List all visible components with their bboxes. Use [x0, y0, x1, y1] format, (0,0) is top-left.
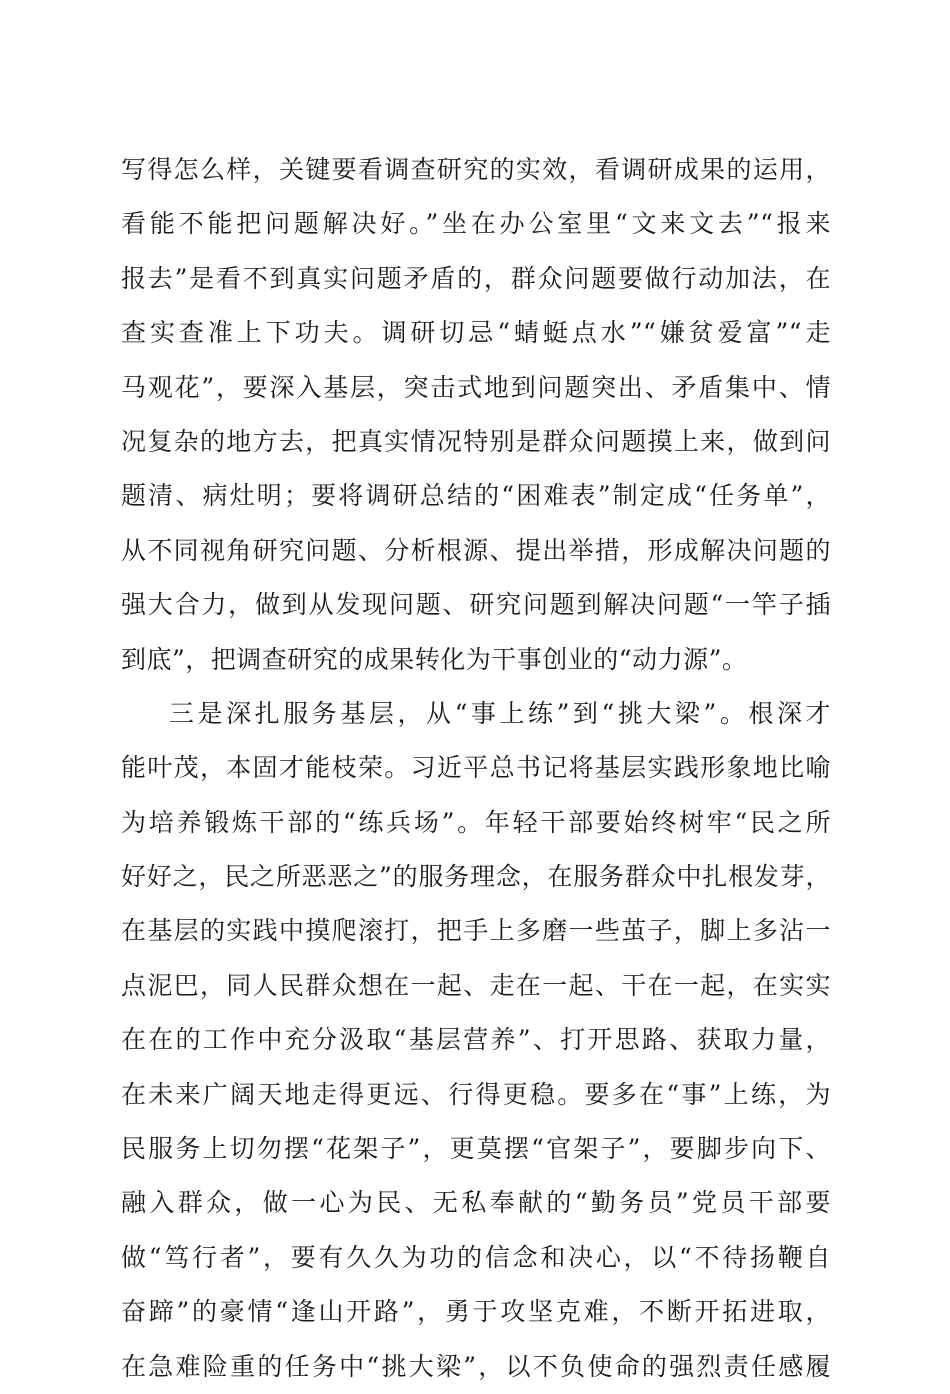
text-line: 马观花”，要深入基层，突击式地到问题突出、矛盾集中、情 — [121, 372, 831, 402]
text-line: 做“笃行者”，要有久久为功的信念和决心，以“不待扬鞭自 — [121, 1242, 831, 1272]
text-line: 能叶茂，本固才能枝荣。习近平总书记将基层实践形象地比喻 — [121, 753, 831, 783]
text-line: 在未来广阔天地走得更远、行得更稳。要多在“事”上练，为 — [121, 1079, 831, 1109]
text-line: 为培养锻炼干部的“练兵场”。年轻干部要始终树牢“民之所 — [121, 807, 831, 837]
text-line: 查实查准上下功夫。调研切忌“蜻蜓点水”“嫌贫爱富”“走 — [121, 318, 831, 348]
text-line: 奋蹄”的豪情“逢山开路”，勇于攻坚克难，不断开拓进取， — [121, 1297, 831, 1327]
text-line: 好好之，民之所恶恶之”的服务理念，在服务群众中扎根发芽， — [121, 862, 831, 892]
body-text — [121, 143, 831, 1394]
text-line: 题清、病灶明；要将调研总结的“困难表”制定成“任务单”， — [121, 481, 831, 511]
text-line: 在急难险重的任务中“挑大梁”，以不负使命的强烈责任感履 — [121, 1351, 831, 1381]
text-line: 到底”，把调查研究的成果转化为干事创业的“动力源”。 — [121, 644, 748, 674]
text-line: 民服务上切勿摆“花架子”，更莫摆“官架子”，要脚步向下、 — [121, 1134, 831, 1164]
text-line: 看能不能把问题解决好。”坐在办公室里“文来文去”“报来 — [121, 209, 831, 239]
text-line: 况复杂的地方去，把真实情况特别是群众问题摸上来，做到问 — [121, 426, 831, 456]
text-line: 写得怎么样，关键要看调查研究的实效，看调研成果的运用， — [121, 155, 831, 184]
text-line: 点泥巴，同人民群众想在一起、走在一起、干在一起，在实实 — [121, 970, 831, 1000]
text-line: 从不同视角研究问题、分析根源、提出举措，形成解决问题的 — [121, 535, 831, 565]
text-line: 在在的工作中充分汲取“基层营养”、打开思路、获取力量， — [121, 1025, 831, 1055]
text-line: 报去”是看不到真实问题矛盾的，群众问题要做行动加法，在 — [121, 263, 831, 293]
paragraph-first-line: 三是深扎服务基层，从“事上练”到“挑大梁”。根深才 — [169, 698, 831, 728]
text-line: 融入群众，做一心为民、无私奉献的“勤务员”党员干部要 — [121, 1188, 831, 1218]
text-line: 在基层的实践中摸爬滚打，把手上多磨一些茧子，脚上多沾一 — [121, 916, 831, 946]
text-line: 强大合力，做到从发现问题、研究问题到解决问题“一竿子插 — [121, 590, 831, 620]
